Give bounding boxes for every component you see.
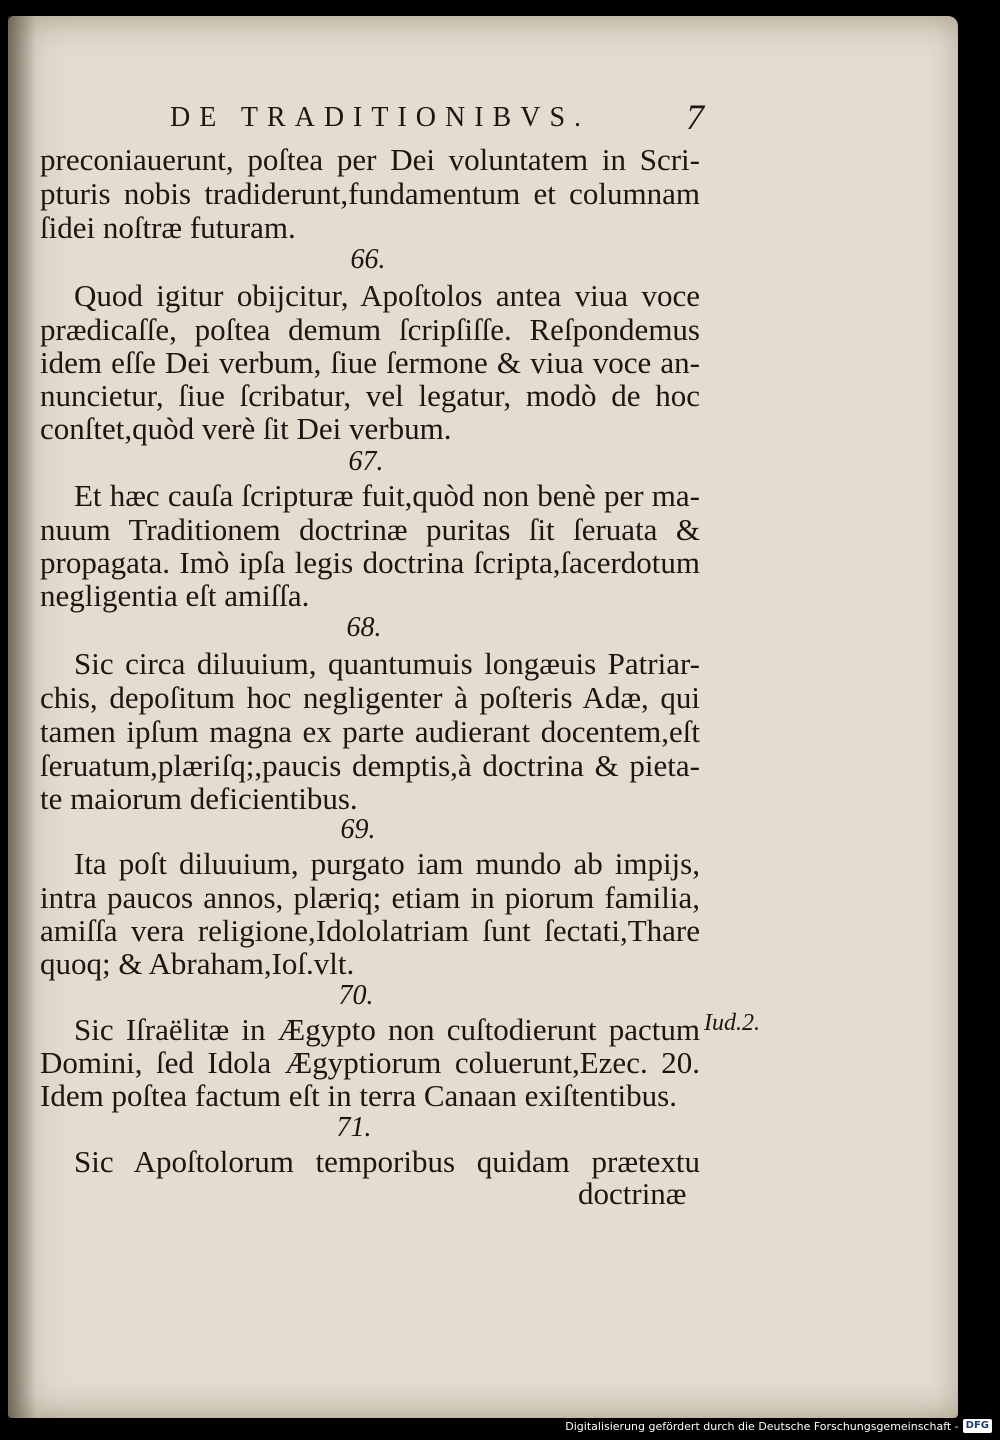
catchword: doctrinæ xyxy=(578,1176,687,1211)
section-number: 71. xyxy=(336,1112,372,1143)
text-line: intra paucos annos, plæriq; etiam in piorum familia, xyxy=(40,880,700,915)
marginal-reference: Iud.2. xyxy=(704,1010,760,1036)
text-line: Sic circa diluuium, quantumuis longæuis Patriar- xyxy=(74,646,700,681)
text-line: negligentia eſt amiſſa. xyxy=(40,578,310,613)
text-line: pturis nobis tradiderunt,fundamentum et columnam xyxy=(40,176,700,211)
dfg-logo: DFG xyxy=(963,1419,992,1433)
text-line: Sic Apoſtolorum temporibus quidam prætextu xyxy=(74,1144,700,1179)
text-line: Quod igitur obijcitur, Apoſtolos antea viua voce xyxy=(74,278,700,313)
text-line: tamen ipſum magna ex parte audierant docentem,eſt xyxy=(40,714,700,749)
text-line: te maiorum deficientibus. xyxy=(40,781,358,816)
text-line: Ita poſt diluuium, purgato iam mundo ab impijs, xyxy=(74,846,700,881)
section-number: 68. xyxy=(346,612,382,643)
text-line: amiſſa vera religione,Idololatriam ſunt ſectati,Thare xyxy=(40,913,700,948)
text-line: propagata. Imò ipſa legis doctrina ſcripta,ſacerdotum xyxy=(40,545,700,580)
page-gutter-shadow xyxy=(8,16,36,1418)
section-number: 70. xyxy=(338,980,374,1011)
text-line: nuum Traditionem doctrinæ puritas ſit ſeruata & xyxy=(40,512,700,547)
text-line: quoq; & Abraham,Ioſ.vlt. xyxy=(40,946,355,981)
text-line: preconiauerunt, poſtea per Dei voluntatem in Scri- xyxy=(40,142,700,177)
text-line: Idem poſtea factum eſt in terra Canaan exiſtentibus. xyxy=(40,1078,677,1113)
text-line: prædicaſſe, poſtea demum ſcripſiſſe. Reſpondemus xyxy=(40,312,700,347)
text-line: Domini, ſed Idola Ægyptiorum coluerunt,Ezec. 20. xyxy=(40,1045,700,1080)
folio-number: 7 xyxy=(686,97,704,137)
text-line: idem eſſe Dei verbum, ſiue ſermone & viua voce an- xyxy=(40,345,700,380)
running-title: DE TRADITIONIBVS. xyxy=(170,102,591,133)
text-line: conſtet,quòd verè ſit Dei verbum. xyxy=(40,411,452,446)
text-line: chis, depoſitum hoc negligenter à poſteris Adæ, qui xyxy=(40,680,700,715)
section-number: 67. xyxy=(348,446,384,477)
text-line: ſidei noſtræ futuram. xyxy=(40,210,296,245)
text-line: ſeruatum,plæriſq;,paucis demptis,à doctrina & pieta- xyxy=(40,748,700,783)
section-number: 69. xyxy=(340,814,376,845)
text-line: Et hæc cauſa ſcripturæ fuit,quòd non benè per ma- xyxy=(74,478,700,513)
section-number: 66. xyxy=(350,244,386,275)
digitization-credit xyxy=(565,1418,992,1434)
text-line: Sic Iſraëlitæ in Ægypto non cuſtodierunt pactum xyxy=(74,1012,700,1047)
credit-text: Digitalisierung gefördert durch die Deutsche Forschungsgemeinschaft - xyxy=(565,1419,959,1433)
text-line: nuncietur, ſiue ſcribatur, vel legatur, modò de hoc xyxy=(40,378,700,413)
